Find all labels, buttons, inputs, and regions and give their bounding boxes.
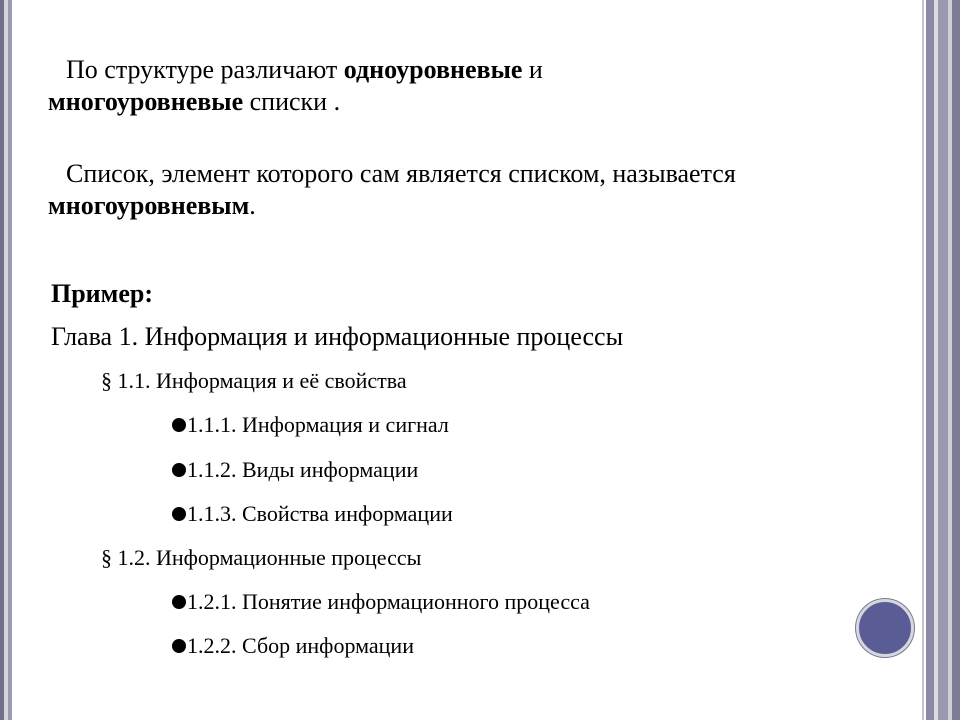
list-item [172,633,414,659]
nav-circle-button[interactable] [856,599,914,657]
paragraph1-text3: списки . [243,87,341,116]
paragraph2-text2: . [249,191,256,220]
list-item [172,457,418,483]
paragraph1-text1: По структуре различают [66,55,344,84]
paragraph1-bold2: многоуровневые [48,87,244,116]
list-item-label: 1.2.2. Сбор информации [187,633,414,658]
bullet-icon [172,507,186,521]
paragraph2-bold1: многоуровневым [48,191,250,220]
list-item-label: 1.1.1. Информация и сигнал [187,412,449,437]
definition-paragraph [48,158,868,222]
bullet-icon [172,418,186,432]
list-item [172,589,590,615]
paragraph2-text1: Список, элемент которого сам является списком, называется [66,159,736,188]
bullet-icon [172,463,186,477]
list-item-label: 1.1.3. Свойства информации [187,501,453,526]
list-item-label: 1.1.2. Виды информации [187,457,419,482]
slide-frame-right [920,0,960,720]
section-title: § 1.2. Информационные процессы [101,545,422,570]
list-item-label: 1.2.1. Понятие информационного процесса [187,589,590,614]
section-title: § 1.1. Информация и её свойства [101,368,407,393]
bullet-icon [172,639,186,653]
list-item [172,412,449,438]
bullet-icon [172,595,186,609]
slide-frame-left [0,0,12,720]
chapter-title: Глава 1. Информация и информационные процессы [51,322,624,351]
paragraph1-bold1: одноуровневые [343,55,523,84]
list-item [172,501,453,527]
paragraph1-text2: и [522,55,543,84]
example-label: Пример: [51,279,154,308]
structure-paragraph [48,54,868,118]
